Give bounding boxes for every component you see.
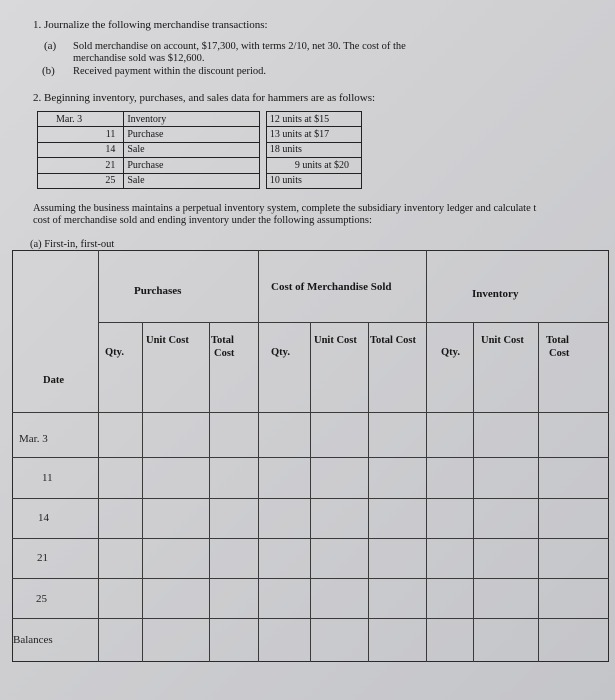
q1-b-line1: Received payment within the discount period. bbox=[73, 66, 267, 77]
data-date: 25 bbox=[38, 173, 124, 188]
purchases-cost-header: Cost bbox=[214, 348, 235, 359]
data-date: 14 bbox=[38, 142, 124, 157]
q1-heading: 1. Journalize the following merchandise transactions: bbox=[33, 19, 268, 31]
data-type: Sale bbox=[124, 173, 260, 188]
data-detail: 18 units bbox=[266, 142, 361, 157]
inventory-unit-cost-header: Unit Cost bbox=[481, 335, 524, 346]
q2-heading: 2. Beginning inventory, purchases, and sales data for hammers are as follows: bbox=[33, 92, 376, 104]
inventory-cost-header: Cost bbox=[549, 348, 570, 359]
date-11: 11 bbox=[42, 472, 53, 484]
inventory-qty-header: Qty. bbox=[441, 347, 460, 358]
table-row bbox=[38, 142, 362, 157]
date-14: 14 bbox=[38, 512, 49, 524]
cms-unit-cost-header: Unit Cost bbox=[314, 335, 357, 346]
q1-b-marker: (b) bbox=[42, 65, 55, 77]
purchases-total-header: Total bbox=[211, 335, 234, 346]
assumption-line1: Assuming the business maintains a perpetual inventory system, complete the subsidiary inventory ledger and calculate t bbox=[33, 203, 537, 214]
method-label: (a) First-in, first-out bbox=[30, 239, 115, 250]
data-detail: 12 units at $15 bbox=[266, 112, 361, 127]
purchases-header: Purchases bbox=[134, 285, 182, 297]
cost-of-merchandise-sold-header: Cost of Merchandise Sold bbox=[271, 281, 392, 293]
data-type: Sale bbox=[124, 142, 260, 157]
inventory-header: Inventory bbox=[472, 288, 519, 300]
inventory-total-header: Total bbox=[546, 335, 569, 346]
table-row bbox=[38, 173, 362, 188]
data-type: Inventory bbox=[124, 112, 260, 127]
data-detail: 13 units at $17 bbox=[266, 127, 361, 142]
date-21: 21 bbox=[37, 552, 48, 564]
q1-a-line2: merchandise sold was $12,600. bbox=[73, 53, 205, 64]
balances-label: Balances bbox=[13, 634, 53, 646]
table-row bbox=[38, 158, 362, 173]
inventory-data-table bbox=[37, 111, 362, 189]
purchases-qty-header: Qty. bbox=[105, 347, 124, 358]
q1-a-marker: (a) bbox=[44, 40, 57, 52]
q1-a-line1: Sold merchandise on account, $17,300, with terms 2/10, net 30. The cost of the bbox=[73, 41, 406, 52]
date-mar-3: Mar. 3 bbox=[19, 433, 48, 445]
cms-qty-header: Qty. bbox=[271, 347, 290, 358]
data-date: 11 bbox=[38, 127, 124, 142]
data-date: 21 bbox=[38, 158, 124, 173]
purchases-unit-cost-header: Unit Cost bbox=[146, 335, 189, 346]
data-type: Purchase bbox=[124, 158, 260, 173]
ledger-grid bbox=[12, 250, 609, 662]
table-row bbox=[38, 112, 362, 127]
data-detail: 10 units bbox=[266, 173, 361, 188]
data-date: Mar. 3 bbox=[38, 112, 124, 127]
cms-total-cost-header: Total Cost bbox=[370, 335, 416, 346]
data-type: Purchase bbox=[124, 127, 260, 142]
table-row bbox=[38, 127, 362, 142]
date-25: 25 bbox=[36, 593, 47, 605]
date-header: Date bbox=[43, 375, 64, 386]
assumption-line2: cost of merchandise sold and ending inventory under the following assumptions: bbox=[33, 215, 372, 226]
data-detail: 9 units at $20 bbox=[266, 158, 361, 173]
